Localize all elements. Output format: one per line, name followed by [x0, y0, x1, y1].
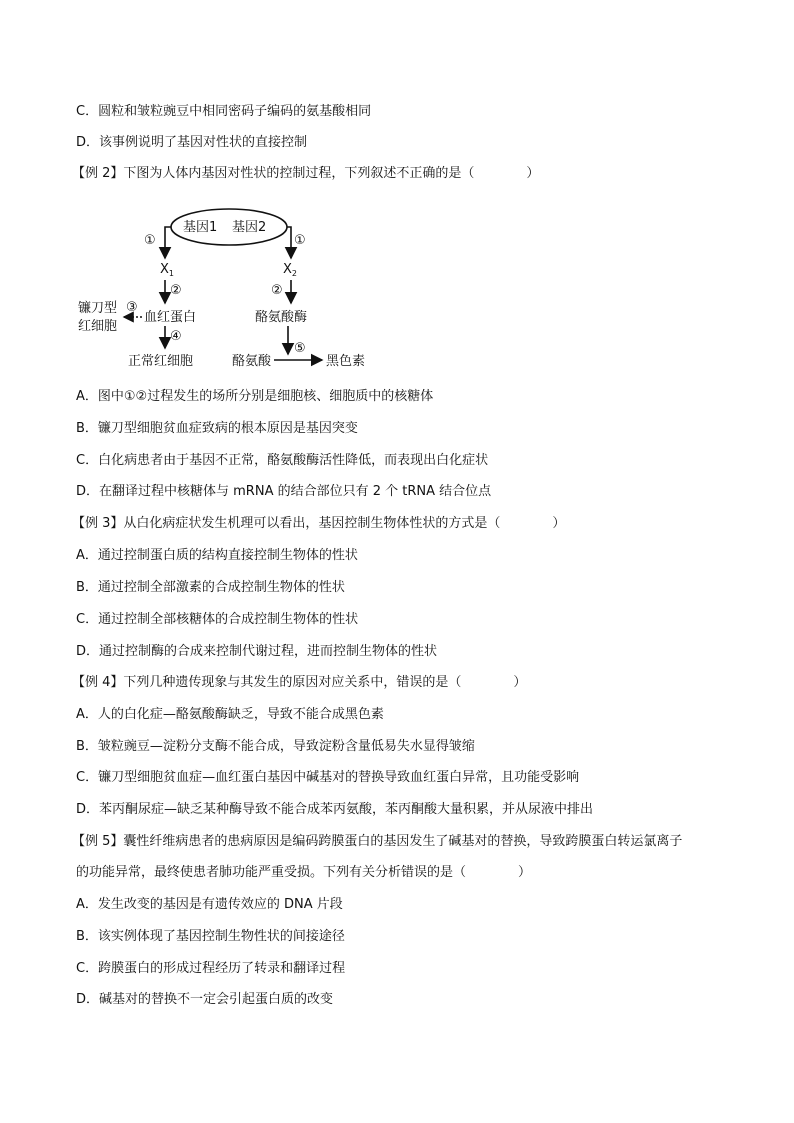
q4-option-c: C．镰刀型细胞贫血症—血红蛋白基因中碱基对的替换导致血红蛋白异常，且功能受影响 [76, 770, 580, 785]
step1-right: ① [294, 233, 306, 248]
q3-option-d: D．通过控制酶的合成来控制代谢过程，进而控制生物体的性状 [76, 644, 438, 659]
q4-option-b: B．皱粒豌豆—淀粉分支酶不能合成，导致淀粉含量低易失水显得皱缩 [76, 739, 475, 754]
gene1-label: 基因1 [183, 220, 218, 235]
q2-option-c: C．白化病患者由于基因不正常，酪氨酸酶活性降低，而表现出白化症状 [76, 453, 489, 468]
q5-stem-line1: 【例 5】囊性纤维病患者的患病原因是编码跨膜蛋白的基因发生了碱基对的替换，导致跨膜蛋白转运氯离子 [72, 834, 683, 849]
melanin-label: 黑色素 [326, 354, 366, 369]
left-branch-arrow [165, 227, 171, 258]
right-branch-arrow [287, 227, 291, 258]
step3: ③ [126, 300, 138, 315]
tyrosinase-label: 酪氨酸酶 [255, 310, 308, 325]
q5-option-c: C．跨膜蛋白的形成过程经历了转录和翻译过程 [76, 961, 346, 976]
sickle-cell-label-2: 红细胞 [78, 319, 118, 334]
x1-label: $X_1$ [160, 262, 174, 278]
option-d-prev: D．该事例说明了基因对性状的直接控制 [76, 135, 308, 150]
q2-option-b: B．镰刀型细胞贫血症致病的根本原因是基因突变 [76, 421, 358, 436]
sickle-cell-label-1: 镰刀型 [78, 301, 118, 316]
q4-option-a: A．人的白化症—酪氨酸酶缺乏，导致不能合成黑色素 [76, 707, 384, 722]
q2-stem: 【例 2】下图为人体内基因对性状的控制过程，下列叙述不正确的是（ ） [72, 166, 540, 181]
tyrosine-label: 酪氨酸 [232, 354, 272, 369]
q5-option-b: B．该实例体现了基因控制生物性状的间接途径 [76, 929, 345, 944]
option-c-prev: C．圆粒和皱粒豌豆中相同密码子编码的氨基酸相同 [76, 104, 372, 119]
q5-option-d: D．碱基对的替换不一定会引起蛋白质的改变 [76, 992, 334, 1007]
q3-option-c: C．通过控制全部核糖体的合成控制生物体的性状 [76, 612, 359, 627]
q2-option-a: A．图中①②过程发生的场所分别是细胞核、细胞质中的核糖体 [76, 389, 434, 404]
q2-option-d: D．在翻译过程中核糖体与 mRNA 的结合部位只有 2 个 tRNA 结合位点 [76, 484, 492, 499]
q5-option-a: A．发生改变的基因是有遗传效应的 DNA 片段 [76, 897, 343, 912]
step4: ④ [170, 329, 182, 344]
normal-rbc-label: 正常红细胞 [128, 354, 194, 369]
q3-option-a: A．通过控制蛋白质的结构直接控制生物体的性状 [76, 548, 358, 563]
x2-label: $X_2$ [283, 262, 297, 278]
gene2-label: 基因2 [232, 220, 267, 235]
q4-stem: 【例 4】下列几种遗传现象与其发生的原因对应关系中，错误的是（ ） [72, 675, 527, 690]
step5: ⑤ [294, 341, 306, 356]
q4-option-d: D．苯丙酮尿症—缺乏某种酶导致不能合成苯丙氨酸，苯丙酮酸大量积累，并从尿液中排出 [76, 802, 594, 817]
step1-left: ① [144, 233, 156, 248]
q5-stem-line2: 的功能异常，最终使患者肺功能严重受损。下列有关分析错误的是（ ） [76, 865, 532, 880]
gene-control-diagram [70, 200, 410, 378]
hemoglobin-label: 血红蛋白 [144, 310, 197, 325]
step2-right: ② [271, 283, 283, 298]
q3-option-b: B．通过控制全部激素的合成控制生物体的性状 [76, 580, 345, 595]
q3-stem: 【例 3】从白化病症状发生机理可以看出，基因控制生物体性状的方式是（ ） [72, 516, 566, 531]
step2-left: ② [170, 283, 182, 298]
